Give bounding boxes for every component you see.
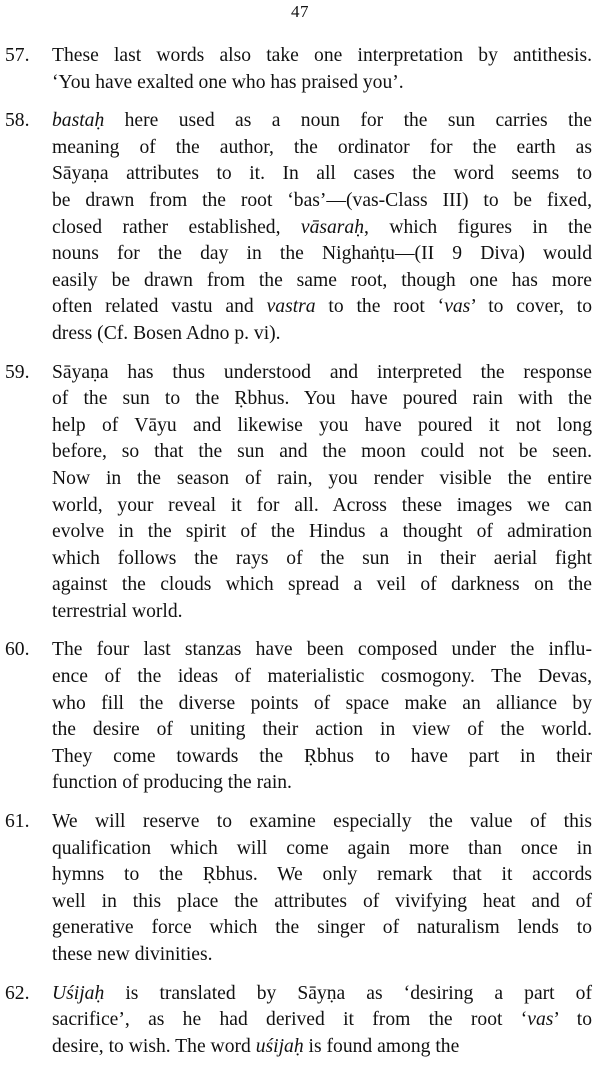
- note-text: [52, 981, 592, 1061]
- note-text: [52, 360, 592, 626]
- text-run: ’ to: [553, 1009, 592, 1031]
- text-run: generative force which the singer of naturalism lends to: [52, 917, 592, 939]
- text-line: [52, 135, 592, 162]
- text-line: [52, 836, 592, 863]
- note-number: 58.: [5, 110, 30, 132]
- text-line: [52, 942, 592, 969]
- text-line: [52, 439, 592, 466]
- note-number: 62.: [5, 982, 30, 1004]
- text-line: [52, 599, 592, 626]
- text-line: [52, 915, 592, 942]
- note-text: [52, 43, 592, 96]
- note-number: 59.: [5, 361, 30, 383]
- text-run: Now in the season of rain, you render visible the entire: [52, 467, 592, 489]
- text-line: [52, 108, 592, 135]
- text-run: before, so that the sun and the moon could not be seen.: [52, 441, 592, 463]
- text-line: [52, 215, 592, 242]
- italic-term: vāsaraḥ: [300, 216, 365, 238]
- text-run: is translated by Sāyṇa as ‘desiring a part of: [104, 982, 592, 1004]
- text-run: these new divinities.: [52, 944, 213, 965]
- text-run: function of producing the rain.: [52, 772, 292, 794]
- text-run: ence of the ideas of materialistic cosmogony. The Devas,: [52, 666, 592, 688]
- text-line: [52, 466, 592, 493]
- text-line: [52, 862, 592, 889]
- text-run: easily be drawn from the same root, though one has more: [52, 269, 592, 291]
- text-run: here used as a noun for the sun carries the: [104, 110, 592, 132]
- text-line: [52, 413, 592, 440]
- text-line: [52, 161, 592, 188]
- text-run: dress (Cf. Bosen Adno p. vi).: [52, 322, 281, 344]
- text-line: [52, 664, 592, 691]
- text-line: [52, 809, 592, 836]
- text-line: [52, 889, 592, 916]
- text-run: closed rather established,: [52, 216, 301, 238]
- text-run: to the root ‘: [315, 296, 445, 318]
- text-line: [52, 268, 592, 295]
- text-run: desire, to wish. The word: [52, 1035, 256, 1057]
- text-run: is found among the: [303, 1035, 460, 1057]
- text-line: [52, 360, 592, 387]
- page-number: 47: [291, 2, 309, 21]
- text-run: meaning of the author, the ordinator for the earth as: [52, 136, 592, 158]
- text-run: We will reserve to examine especially the value of this: [52, 811, 592, 833]
- text-run: ’ to cover, to: [470, 296, 593, 318]
- note-text: [52, 809, 592, 969]
- text-line: [52, 717, 592, 744]
- text-run: well in this place the attributes of vivifying heat and of: [52, 890, 592, 912]
- text-line: [52, 321, 592, 348]
- text-line: [52, 294, 592, 321]
- text-run: evolve in the spirit of the Hindus a thought of admiration: [52, 521, 592, 543]
- italic-term: vastra: [266, 296, 316, 318]
- note-61: [0, 809, 600, 969]
- text-run: , which figures in the: [364, 216, 592, 238]
- note-59: [0, 360, 600, 626]
- text-line: [52, 493, 592, 520]
- text-run: the desire of uniting their action in view of the world.: [52, 719, 592, 741]
- text-run: sacrifice’, as he had derived it from the root ‘: [52, 1009, 528, 1031]
- note-number: 61.: [5, 811, 30, 833]
- text-line: [52, 572, 592, 599]
- text-run: These last words also take one interpretation by antithesis.: [52, 45, 592, 66]
- note-58: [0, 108, 600, 347]
- text-line: [52, 744, 592, 771]
- text-line: [52, 1034, 592, 1061]
- text-run: ‘You have exalted one who has praised you’.: [52, 71, 404, 93]
- text-line: [52, 981, 592, 1008]
- note-text: [52, 637, 592, 797]
- italic-term: vas: [444, 296, 471, 318]
- note-60: [0, 637, 600, 797]
- text-line: [52, 188, 592, 215]
- italic-term: Uśijaḥ: [52, 982, 105, 1004]
- text-run: The four last stanzas have been composed under the influ-: [52, 639, 592, 661]
- note-62: [0, 981, 600, 1061]
- text-run: Sāyaṇa has thus understood and interpreted the response: [52, 361, 592, 383]
- text-run: world, your reveal it for all. Across these images we can: [52, 494, 592, 516]
- text-line: [52, 386, 592, 413]
- text-run: which follows the rays of the sun in their aerial fight: [52, 547, 592, 569]
- text-run: They come towards the Ṛbhus to have part in their: [52, 745, 592, 767]
- text-run: who fill the diverse points of space make an alliance by: [52, 692, 592, 714]
- text-run: be drawn from the root ‘bas’—(vas-Class III) to be fixed,: [52, 189, 592, 211]
- text-line: [52, 1007, 592, 1034]
- note-57: [0, 43, 600, 96]
- text-run: against the clouds which spread a veil of darkness on the: [52, 574, 592, 596]
- text-line: [52, 770, 592, 797]
- text-line: [52, 637, 592, 664]
- text-run: qualification which will come again more than once in: [52, 837, 592, 859]
- text-run: terrestrial world.: [52, 600, 183, 622]
- text-line: [52, 241, 592, 268]
- note-text: [52, 108, 592, 347]
- text-run: hymns to the Ṛbhus. We only remark that it accords: [52, 864, 592, 886]
- note-number: 57.: [5, 45, 30, 66]
- italic-term: bastaḥ: [52, 110, 105, 132]
- text-run: of the sun to the Ṛbhus. You have poured rain with the: [52, 388, 592, 410]
- text-line: [52, 43, 592, 70]
- text-run: nouns for the day in the Nighaṅṭu—(II 9 Diva) would: [52, 243, 592, 265]
- text-line: [52, 691, 592, 718]
- note-number: 60.: [5, 639, 30, 661]
- text-line: [52, 546, 592, 573]
- italic-term: uśijaḥ: [255, 1035, 304, 1057]
- text-line: [52, 519, 592, 546]
- text-line: [52, 70, 592, 97]
- notes-list: [0, 43, 600, 1072]
- text-run: often related vastu and: [52, 296, 267, 318]
- text-run: Sāyaṇa attributes to it. In all cases the word seems to: [52, 163, 592, 185]
- text-run: help of Vāyu and likewise you have poured it not long: [52, 414, 592, 436]
- italic-term: vas: [527, 1009, 554, 1031]
